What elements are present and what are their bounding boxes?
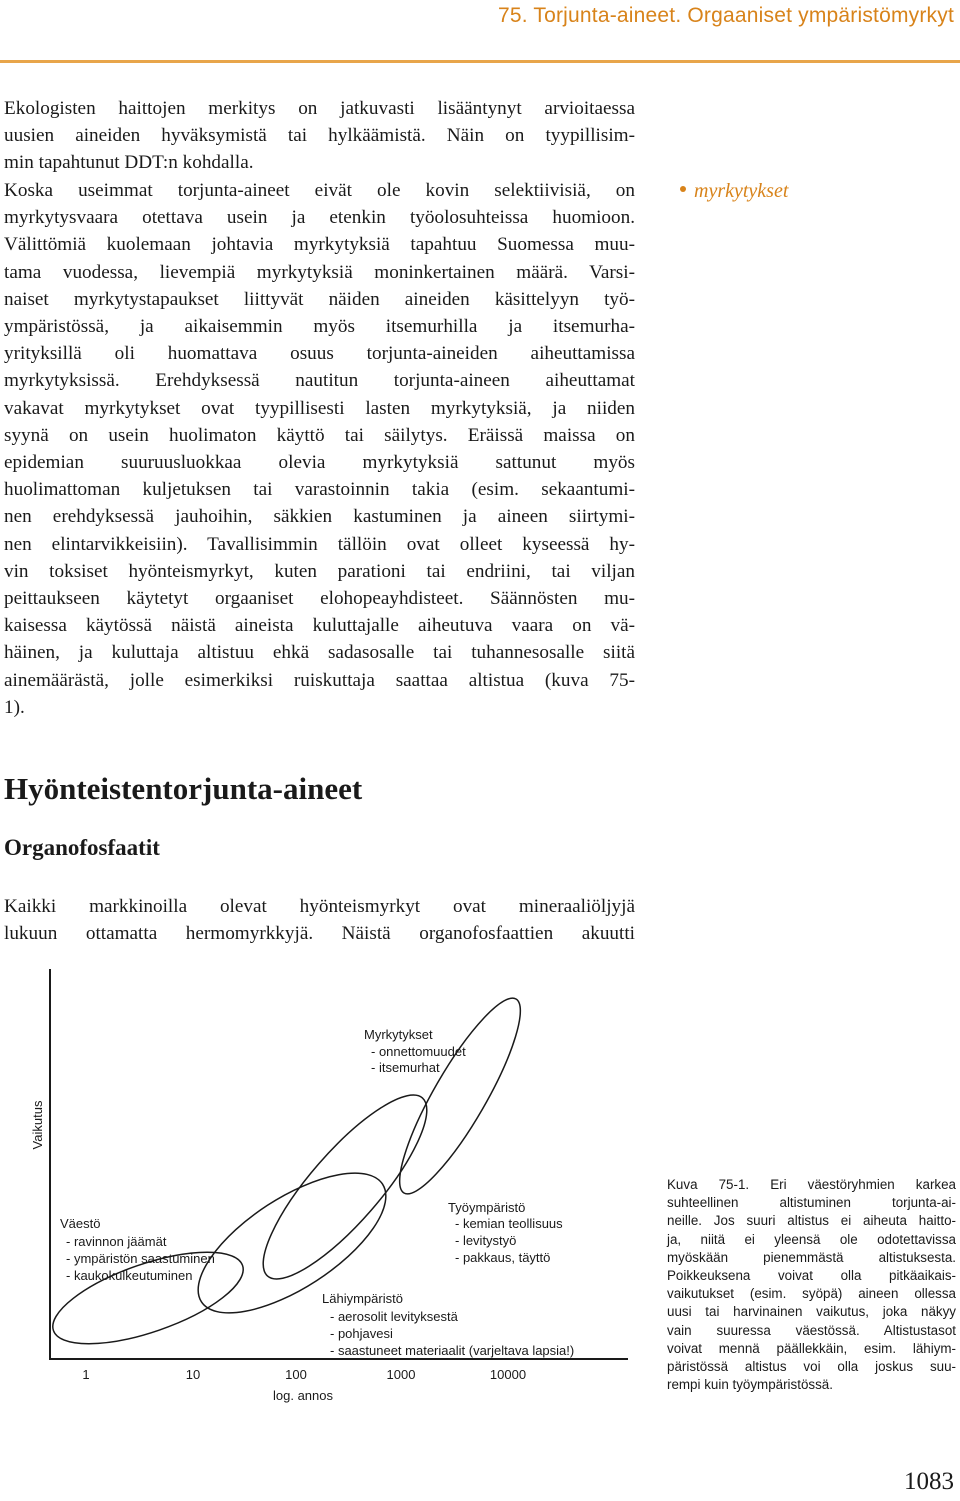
x-tick-label: 100 xyxy=(285,1367,307,1382)
text-line: häinen, ja kuluttaja altistuu ehkä sadasosalle tai tuhannesosalle siitä xyxy=(4,642,635,664)
group-near-environment xyxy=(322,1291,574,1358)
caption-line: Kuva 75-1. Eri väestöryhmien karkea xyxy=(667,1177,956,1192)
group-title: Myrkytykset xyxy=(364,1027,433,1042)
group-work-environment xyxy=(448,1200,563,1265)
caption-line: uusi tai harvinainen vaikutus, joka näkyy xyxy=(667,1304,956,1320)
section-heading: Hyönteistentorjunta-aineet xyxy=(4,771,363,806)
paragraph-insecticides xyxy=(4,893,635,947)
text-line: nen erehdyksessä jauhoihin, säkkien kastuminen ja aineen siirtymi- xyxy=(4,506,635,528)
text-line: uusien aineiden hyväksymistä tai hylkäämistä. Näin on tyypillisim- xyxy=(4,125,635,147)
subsection-heading: Organofosfaatit xyxy=(4,835,160,860)
caption-line: Poikkeuksena voivat olla pitkäaikais- xyxy=(667,1268,956,1284)
group-item: - saastuneet materiaalit (varjeltava lapsia!) xyxy=(330,1343,575,1358)
group-item: - ympäristön saastuminen xyxy=(66,1251,215,1266)
bullet-icon xyxy=(680,186,686,192)
text-line: min tapahtunut DDT:n kohdalla. xyxy=(4,152,254,174)
text-line: epidemian suuruusluokkaa olevia myrkytyksiä sattunut myös xyxy=(4,452,635,474)
page-number: 1083 xyxy=(904,1468,954,1495)
text-line: huolimattoman kuljetuksen tai varastoinnin takia (esim. sekaantumi- xyxy=(4,479,635,501)
caption-line: päristössä altistus voi olla joskus suu- xyxy=(667,1359,956,1375)
caption-line: voivat mennä päällekkäin, esim. lähiym- xyxy=(667,1340,956,1356)
x-tick-label: 10 xyxy=(185,1367,201,1382)
text-line: vin toksiset hyönteismyrkyt, kuten parationi tai endriini, tai viljan xyxy=(4,560,635,582)
x-tick-label: 1 xyxy=(82,1367,90,1382)
text-line: ympäristössä, ja aikaisemmin myös itsemurhilla ja itsemurha- xyxy=(4,316,635,338)
text-line: myrkytysvaara otettava usein ja etenkin työolosuhteissa huomioon. xyxy=(4,207,635,229)
header-rule xyxy=(0,60,960,63)
text-line: Ekologisten haittojen merkitys on jatkuvasti lisääntynyt arvioitaessa xyxy=(4,98,635,119)
text-line: Kaikki markkinoilla olevat hyönteismyrkyt ovat mineraaliöljyjä xyxy=(4,896,635,917)
group-item: - kemian teollisuus xyxy=(455,1216,563,1231)
caption-line: ja, niitä ei yleensä ole odotettavissa xyxy=(667,1231,956,1247)
x-tick-label: 1000 xyxy=(386,1367,416,1382)
text-line: tama vuodessa, lievempiä myrkytyksiä moninkertainen määrä. Varsi- xyxy=(4,261,635,283)
work-environment-ellipse xyxy=(241,1075,449,1299)
exposure-diagram xyxy=(0,960,640,1420)
text-line: 1). xyxy=(4,696,25,718)
text-line: kaisessa käytössä näistä aineista kuluttajalle aiheutuva vaara on vä- xyxy=(4,615,635,637)
text-line: ainemäärästä, jolle esimerkiksi ruiskuttaja saattaa altistua (kuva 75- xyxy=(4,669,635,691)
caption-line: vaikutukset (esim. syöpä) aineen ollessa xyxy=(667,1286,956,1302)
group-title: Väestö xyxy=(60,1216,101,1231)
group-item: - ravinnon jäämät xyxy=(66,1234,167,1249)
text-line: nen elintarvikkeisiin). Tavallisimmin tällöin ovat olleet kyseessä hy- xyxy=(4,533,635,555)
group-item: - itsemurhat xyxy=(371,1060,440,1075)
text-line: yrityksillä oli huomattava osuus torjunta-aineiden aiheuttamissa xyxy=(4,343,635,365)
text-line: vakavat myrkytykset ovat tyypillisesti lasten myrkytyksiä, ja niiden xyxy=(4,397,635,419)
text-line: naiset myrkytystapaukset liittyvät näiden aineiden käsittelyyn työ- xyxy=(4,288,635,310)
group-item: - aerosolit levityksestä xyxy=(330,1309,458,1324)
caption-line: rempi kuin työympäristössä. xyxy=(667,1377,833,1393)
group-poisonings xyxy=(364,1027,466,1075)
caption-line: myöskään pienemmästä altistuksesta. xyxy=(667,1249,956,1265)
text-line: peittaukseen käytetyt orgaaniset elohopeayhdisteet. Säännösten mu- xyxy=(4,588,635,610)
caption-line: suhteellinen altistuminen torjunta-ai- xyxy=(667,1195,956,1211)
text-line: Välittömiä kuolemaan johtavia myrkytyksiä tapahtuu Suomessa muu- xyxy=(4,234,635,256)
margin-note xyxy=(680,180,788,203)
group-title: Lähiympäristö xyxy=(322,1291,403,1306)
x-axis-label: log. annos xyxy=(273,1388,333,1403)
group-item: - pohjavesi xyxy=(330,1326,393,1341)
y-axis-label: Vaikutus xyxy=(30,1100,45,1150)
running-header: 75. Torjunta-aineet. Orgaaniset ympäristömyrkyt xyxy=(497,4,954,27)
text-line: syynä on usein huolimaton käyttö tai säilytys. Eräissä maissa on xyxy=(4,424,635,446)
x-tick-label: 10000 xyxy=(489,1367,527,1382)
paragraph-poisonings xyxy=(4,177,635,721)
caption-line: vain suuressa väestössä. Altistustasot xyxy=(667,1322,956,1338)
group-title: Työympäristö xyxy=(448,1200,526,1215)
group-item: - pakkaus, täyttö xyxy=(455,1250,551,1265)
paragraph-ddt xyxy=(4,95,635,177)
margin-note-label: myrkytykset xyxy=(694,180,789,202)
text-line: lukuun ottamatta hermomyrkkyjä. Näistä organofosfaattien akuutti xyxy=(4,923,635,945)
figure-caption xyxy=(667,1176,956,1394)
caption-line: neille. Jos suuri altistus ei aiheuta haitto- xyxy=(667,1213,956,1229)
group-item: - kaukokulkeutuminen xyxy=(66,1268,193,1283)
text-line: myrkytyksissä. Erehdyksessä nautitun torjunta-aineen aiheuttamat xyxy=(4,370,635,392)
group-population xyxy=(60,1216,215,1283)
group-item: - levitystyö xyxy=(455,1233,517,1248)
group-item: - onnettomuudet xyxy=(371,1044,466,1059)
text-line: Koska useimmat torjunta-aineet eivät ole kovin selektiivisiä, on xyxy=(4,180,635,201)
exposure-figure xyxy=(0,960,640,1420)
